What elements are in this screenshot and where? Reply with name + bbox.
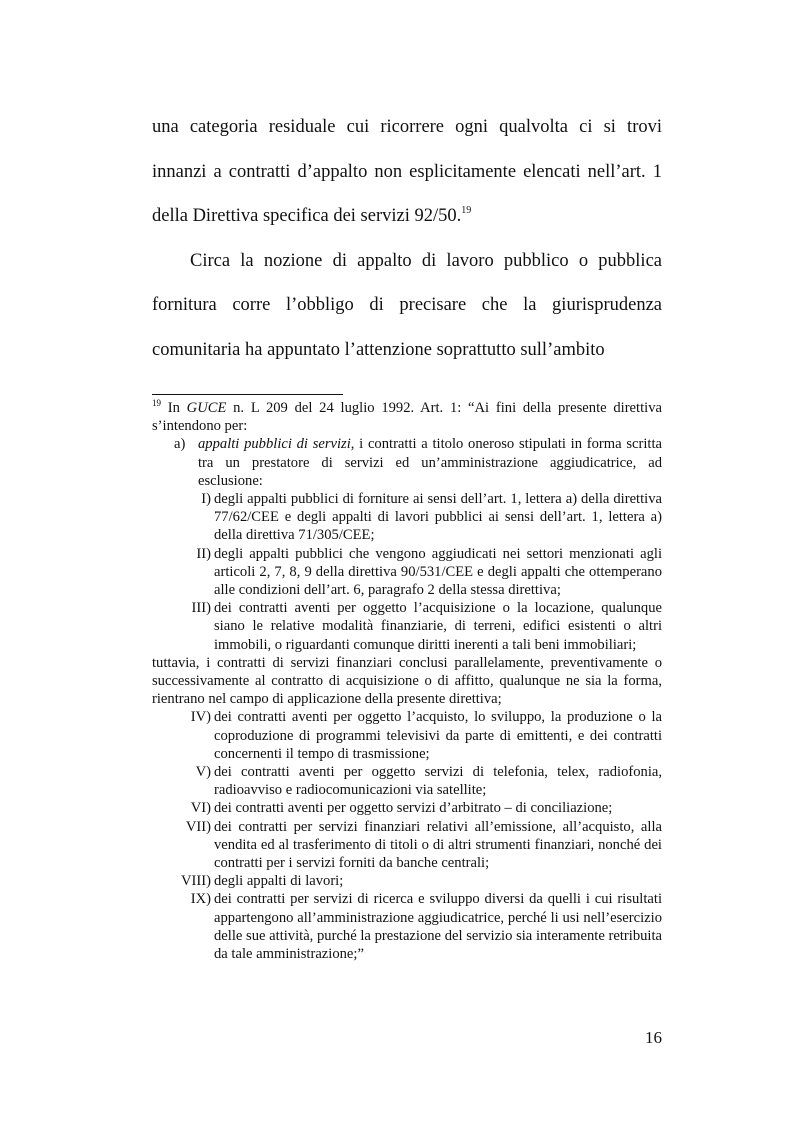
paragraph-2: Circa la nozione di appalto di lavoro pubblico o pubblica fornitura corre l’obbligo di precisare che la giurisprudenza comunitaria ha appuntato l’attenzione soprattutto sull’ambito bbox=[152, 250, 662, 360]
exclusion-item-marker: I) bbox=[201, 491, 211, 508]
exclusion-item bbox=[166, 872, 662, 890]
footnote-reference[interactable]: 19 bbox=[461, 204, 472, 216]
footnote-intro bbox=[152, 399, 662, 435]
exclusion-item-text: dei contratti per servizi di ricerca e sviluppo diversi da quelli i cui risultati appartengono all’amministrazione aggiudicatrice, perché li usi nell’esercizio delle sue attività, purché la prestazione del servizio sia interamente retribuita da tale amministrazione;” bbox=[214, 891, 662, 963]
footnote-intro-rest: n. L 209 del 24 luglio 1992. Art. 1: “Ai fini della presente direttiva s’intendono per: bbox=[152, 400, 662, 435]
exclusion-item-text: degli appalti pubblici che vengono aggiudicati nei settori menzionati agli articoli 2, 7, 8, 9 della direttiva 90/531/CEE e degli appalti che ottemperano alle condizioni dell’art. 6, paragrafo 2 della stessa direttiva; bbox=[214, 545, 662, 599]
footnote-number: 19 bbox=[152, 398, 161, 409]
exclusion-item-text: dei contratti aventi per oggetto servizi di telefonia, telex, radiofonia, radioavviso e radiocomunicazioni via satellite; bbox=[214, 764, 662, 799]
footnote-between-text: tuttavia, i contratti di servizi finanziari conclusi parallelamente, preventivamente o successivamente al contratto di acquisizione o di affitto, qualunque ne sia la forma, rientrano nel campo di applicazione della presente direttiva; bbox=[152, 654, 662, 708]
paragraph-1-line-1: una categoria residuale cui ricorrere ogni qualvolta ci si trovi bbox=[152, 117, 662, 137]
exclusion-item bbox=[166, 763, 662, 799]
exclusion-item-text: dei contratti per servizi finanziari relativi all’emissione, all’acquisto, alla vendita ed al trasferimento di titoli o di altri strumenti finanziari, nonché dei contratti per i servizi forniti da banche centrali; bbox=[214, 818, 662, 872]
exclusion-item bbox=[166, 545, 662, 600]
exclusion-item bbox=[166, 490, 662, 545]
exclusion-item bbox=[166, 708, 662, 763]
exclusion-item-marker: VI) bbox=[190, 800, 211, 817]
exclusion-item bbox=[166, 599, 662, 654]
exclusion-item-text: degli appalti di lavori; bbox=[214, 873, 344, 890]
exclusion-item bbox=[166, 799, 662, 817]
exclusion-item-text: degli appalti pubblici di forniture ai sensi dell’art. 1, lettera a) della direttiva 77/62/CEE e degli appalti di lavori pubblici ai sensi dell’art. 1, lettera a) della direttiva 71/305/CEE; bbox=[214, 491, 662, 544]
footnote-intro-text: In bbox=[161, 400, 187, 416]
footnote bbox=[152, 399, 662, 963]
exclusion-item-marker: IV) bbox=[190, 709, 211, 726]
exclusion-item bbox=[166, 818, 662, 873]
paragraph-1-line-2: innanzi a contratti d’appalto non esplicitamente elencati nell’art. 1 bbox=[152, 161, 662, 182]
page-number: 16 bbox=[645, 1028, 662, 1047]
exclusion-item-marker: V) bbox=[195, 764, 211, 781]
exclusion-item-marker: VII) bbox=[185, 818, 211, 835]
exclusion-item-marker: IX) bbox=[190, 891, 211, 908]
exclusion-item bbox=[166, 890, 662, 963]
main-text bbox=[152, 105, 662, 372]
exclusion-item-text: dei contratti aventi per oggetto l’acquisizione o la locazione, qualunque siano le relative modalità finanziarie, di terreni, edifici esistenti o altri immobili, o riguardanti comunque diritti inerenti a tali beni immobiliari; bbox=[214, 600, 662, 653]
paragraph-1 bbox=[152, 105, 662, 239]
exclusion-item-text: dei contratti aventi per oggetto l’acquisto, lo sviluppo, la produzione o la coproduzione di programmi televisivi da parte di emittenti, e dei contratti concernenti il tempo di trasmissione; bbox=[214, 709, 662, 762]
footnote-journal: GUCE bbox=[186, 400, 227, 416]
footnote-separator bbox=[152, 394, 343, 395]
exclusion-list-1 bbox=[152, 490, 662, 654]
exclusion-item-marker: VIII) bbox=[181, 873, 211, 890]
item-a-term: appalti pubblici di servizi bbox=[198, 436, 351, 453]
paragraph-1-line-3: della Direttiva specifica dei servizi 92/50. bbox=[152, 206, 462, 226]
exclusion-list-2 bbox=[152, 708, 662, 963]
item-a-marker: a) bbox=[174, 436, 186, 453]
exclusion-item-text: dei contratti aventi per oggetto servizi d’arbitrato – di conciliazione; bbox=[214, 800, 613, 817]
exclusion-item-marker: II) bbox=[196, 545, 211, 562]
exclusion-item-marker: III) bbox=[191, 600, 211, 617]
item-a-definition: , i contratti a titolo oneroso stipulati in forma scritta tra un prestatore di servizi ed un’amministrazione aggiudicatrice, ad esclusione: bbox=[198, 436, 662, 489]
item-a-text bbox=[198, 435, 662, 490]
footnote-item-a bbox=[174, 435, 662, 490]
